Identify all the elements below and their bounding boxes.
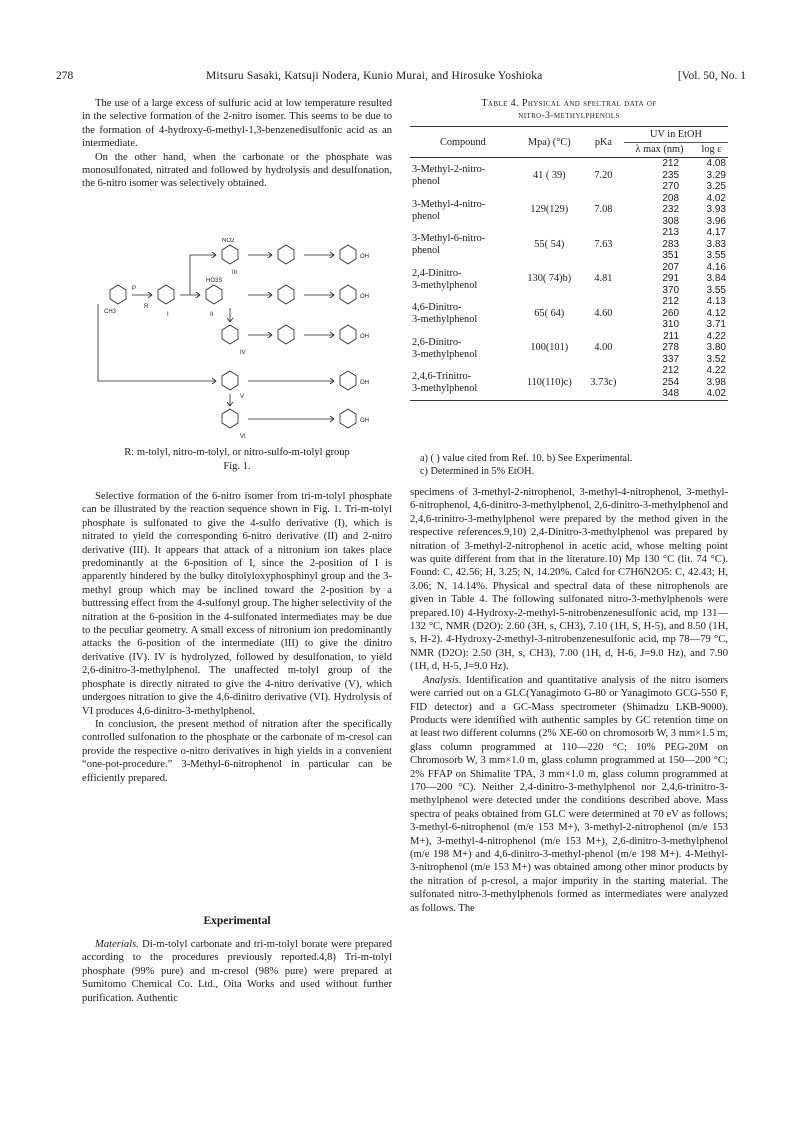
loge-value: 3.93 <box>706 204 726 215</box>
cell-lmax <box>624 158 695 193</box>
loge-value: 4.22 <box>706 330 726 342</box>
ring-top-3 <box>340 245 356 264</box>
col-header-pka: pKa <box>594 136 612 148</box>
table-footnotes <box>420 452 730 478</box>
ring-I <box>158 285 174 304</box>
ring-row5-2 <box>340 409 356 428</box>
lmax-value: 254 <box>662 376 680 388</box>
table-row <box>410 193 728 228</box>
loge-value: 4.17 <box>706 227 726 238</box>
loge-value: 4.13 <box>706 296 726 307</box>
loge-value: 3.29 <box>706 169 726 181</box>
cell-pka: 7.20 <box>594 169 613 181</box>
lmax-value: 348 <box>662 388 680 399</box>
ring-III <box>222 245 238 264</box>
table-row <box>410 227 728 262</box>
cell-compound <box>410 296 516 331</box>
cell-compound <box>410 193 516 228</box>
cell-pka: 3.73c) <box>590 376 617 388</box>
compound-name-line2: 3-methylphenol <box>412 314 478 326</box>
loge-value: 3.25 <box>706 181 726 192</box>
table-row <box>410 365 728 400</box>
running-header <box>56 70 746 86</box>
table-title-line2: nitro-3-methylphenols <box>518 111 620 121</box>
paragraph: The use of a large excess of sulfuric acid at low temperature resulted in the selective formation of the 2-nitro isomer. This seems to be due to the formation of 4-hydroxy-6-methyl-1,3-benzenedisulfonic acid as an intermediate. <box>82 98 392 150</box>
table-body <box>410 158 728 401</box>
ring-start <box>110 285 126 304</box>
lmax-value: 207 <box>662 261 680 273</box>
compound-name-line2: phenol <box>412 245 441 257</box>
loge-value: 3.98 <box>706 376 726 388</box>
compound-name-line1: 3-Methyl-2-nitro- <box>412 164 486 176</box>
col-header-lmax: λ max (nm) <box>635 144 684 156</box>
lmax-value: 283 <box>662 238 680 250</box>
ring-II <box>206 285 222 304</box>
lmax-value: 308 <box>662 215 680 227</box>
lmax-value: 212 <box>662 158 680 169</box>
col-header-mp: Mpa) (°C) <box>527 136 571 148</box>
loge-value: 3.55 <box>706 284 726 296</box>
compound-name-line1: 4,6-Dinitro- <box>412 302 462 314</box>
lmax-value: 212 <box>662 296 680 307</box>
label-oh: OH <box>360 334 369 340</box>
col-header-uv: UV in EtOH <box>624 127 728 143</box>
cell-pka: 4.81 <box>594 273 613 285</box>
cell-mp: 110(110)c) <box>526 376 572 388</box>
label-ch3: CH3 <box>104 309 117 315</box>
compound-name-line1: 2,6-Dinitro- <box>412 336 462 348</box>
lmax-value: 291 <box>662 273 680 284</box>
right-column-text <box>410 486 728 915</box>
loge-value: 3.71 <box>706 319 726 330</box>
label-oh: OH <box>360 254 369 260</box>
ring-mid-3 <box>340 285 356 304</box>
cell-loge <box>695 296 728 331</box>
cell-pka: 4.60 <box>594 307 613 319</box>
lmax-value: 370 <box>662 284 680 296</box>
ring-mid-2 <box>278 285 294 304</box>
header-authors: Mitsuru Sasaki, Katsuji Nodera, Kunio Murai, and Hirosuke Yoshioka <box>206 70 543 82</box>
paragraph: Selective formation of the 6-nitro isomer from tri-m-tolyl phosphate can be illustrated by the reaction sequence shown in Fig. 1. Tri-m-tolyl phosphate is sulfonated to give the 4-sulfo derivative (I), which is nitrated to yield the corresponding 6-nitro derivative (II) and 2-nitro derivative (III). It appears that attack of a nitronium ion takes place predominantly at the 6-position of I, since the 2-position of I is apparently hindered by the bulky ditolyloxyphosphinyl group and the 3-methyl group which may be inclined toward the 2-position by a buttressing effect from the 4-sulfonyl group. The higher selectivity of the nitration at the 6-position in the 4-sulfonated intermediates may be due to the peculiar geometry. A small excess of nitronium ion predominantly attacks the 6-position of the intermediate (III) to give the dinitro derivative (IV). IV is hydrolyzed, followed by desulfonation, to yield 2,6-dinitro-3-methylphenol. The unaffected m-tolyl group of the phosphate is directly nitrated to give the 4-nitro derivative (V), which undergoes nitration to give the 4,6-dinitro derivative (VI). Hydrolysis of VI produces 4,6-dinitro-3-methylphenol. <box>82 491 392 717</box>
loge-value: 3.80 <box>706 342 726 353</box>
table-footnote: a) ( ) value cited from Ref. 10. b) See Experimental. <box>420 453 633 464</box>
lmax-value: 270 <box>662 181 680 192</box>
loge-value: 4.08 <box>706 158 726 169</box>
cell-lmax <box>624 365 695 400</box>
cell-lmax <box>624 331 695 366</box>
cell-mp: 55( 54) <box>534 238 565 250</box>
col-header-loge: log ε <box>701 144 722 156</box>
ring-V <box>222 371 238 390</box>
cell-loge <box>695 365 728 400</box>
label-vi: VI <box>240 434 246 440</box>
header-volume: [Vol. 50, No. 1 <box>677 70 746 82</box>
lmax-value: 208 <box>662 192 680 204</box>
page-number: 278 <box>56 70 74 82</box>
cell-compound <box>410 158 516 193</box>
cell-mp: 130( 74)b) <box>527 273 572 285</box>
loge-value: 3.55 <box>706 250 726 261</box>
cell-lmax <box>624 262 695 297</box>
table-row <box>410 331 728 366</box>
lmax-value: 211 <box>663 330 680 342</box>
lmax-value: 310 <box>662 319 680 330</box>
table-row <box>410 262 728 297</box>
table-row <box>410 296 728 331</box>
label-oh: OH <box>360 418 369 424</box>
cell-mp: 41 ( 39) <box>532 169 566 181</box>
cell-compound <box>410 365 516 400</box>
loge-value: 3.83 <box>706 238 726 250</box>
cell-loge <box>695 262 728 297</box>
loge-value: 4.22 <box>706 365 726 376</box>
materials-label: Materials. <box>95 939 139 950</box>
lmax-value: 351 <box>662 250 680 261</box>
ring-top-2 <box>278 245 294 264</box>
cell-pka: 4.00 <box>594 342 613 354</box>
ring-row4-2 <box>340 371 356 390</box>
loge-value: 4.12 <box>706 307 726 319</box>
figure-caption <box>82 446 392 474</box>
reaction-scheme-figure <box>82 238 400 448</box>
cell-mp: 65( 64) <box>534 307 565 319</box>
compound-name-line1: 2,4-Dinitro- <box>412 267 462 279</box>
loge-value: 4.02 <box>706 192 726 204</box>
cell-loge <box>695 331 728 366</box>
cell-lmax <box>624 193 695 228</box>
reaction-scheme-svg <box>82 238 400 448</box>
cell-pka: 7.63 <box>594 238 613 250</box>
lmax-value: 260 <box>662 307 680 319</box>
label-ho3s: HO3S <box>206 278 223 284</box>
label-oh: OH <box>360 380 369 386</box>
analysis-text: Identification and quantitative analysis of the nitro isomers were carried out on a GLC(Yanagimoto G-80 or Yanagimoto GCG-550 F, FID detector) and a GC-Mass spectrometer (Shimadzu LKB-9000). Products were identified with authentic samples by GC retention time on at least two different columns (2% XE-60 on chromosorb W, 3 mm×1.5 m, glass column programmed at 110—220 °C; 10% PEG-20M on Chromosorb W, 3 mm×1.0 m, glass column programmed at 150—200 °C; 2% FFAP on Shimalite TPA, 3 mm×1.0 m, glass column programmed at 170—200 °C). Neither 2,4-dinitro-3-methylphenol nor 2,4,6-trinitro-3-methylphenol were detected under the conditions described above. Mass spectra of peaks obtained from GLC were determined at 70 eV as follows; 3-methyl-6-nitrophenol (m/e 153 M+), 3-methyl-2-nitrophenol (m/e 153 M+), 3-methyl-4-nitrophenol (m/e 153 M+), 2,6-dinitro-3-methylphenol (m/e 198 M+) and 4,6-dinitro-3-methyl-phenol (m/e 198 M+). 4-Methyl-3-nitrophenol (m/e 153 M+) was obtained among other minor products by the nitration of p-cresol, a major impurity in the starting material. The sulfonated nitro-3-methylphenols formed as intermediates were analyzed as follows. The <box>410 674 728 914</box>
label-iv: IV <box>240 350 246 356</box>
analysis-label: Analysis. <box>423 674 462 686</box>
ring-VI <box>222 409 238 428</box>
lmax-value: 232 <box>662 204 680 215</box>
label-ii: II <box>210 312 214 318</box>
label-r: R <box>144 304 149 310</box>
figure-label: Fig. 1. <box>223 461 251 472</box>
table-nitrophenols <box>410 126 728 401</box>
compound-name-line1: 3-Methyl-6-nitro- <box>412 233 486 245</box>
table-row <box>410 158 728 193</box>
cell-mp: 129(129) <box>530 204 569 216</box>
label-oh: OH <box>360 294 369 300</box>
left-discussion <box>82 490 392 785</box>
cell-loge <box>695 158 728 193</box>
compound-name-line2: 3-methylphenol <box>412 279 478 291</box>
compound-name-line2: phenol <box>412 176 441 188</box>
table-title-line1: Table 4. Physical and spectral data of <box>481 98 657 109</box>
materials-paragraph <box>82 938 392 1005</box>
left-intro-paragraphs <box>82 97 392 191</box>
loge-value: 3.96 <box>706 215 726 227</box>
compound-name-line1: 3-Methyl-4-nitro- <box>412 198 486 210</box>
ring-row3-2 <box>278 325 294 344</box>
loge-value: 4.16 <box>706 261 726 273</box>
paragraph: In conclusion, the present method of nitration after the specifically controlled sulfonation to the phosphate or the carbonate of m-cresol can provide the respective o-nitro derivatives in high yields in a convenient “one-pot-procedure.” 3-Methyl-6-nitrophenol in particular can be efficiently prepared. <box>82 718 392 784</box>
paragraph: On the other hand, when the carbonate or the phosphate was monosulfonated, nitrated and followed by hydrolysis and desulfonation, the 6-nitro isomer was selectively obtained. <box>82 151 392 190</box>
cell-mp: 100(101) <box>530 342 569 354</box>
lmax-value: 337 <box>662 353 680 365</box>
cell-loge <box>695 193 728 228</box>
loge-value: 4.02 <box>706 388 726 399</box>
label-v: V <box>240 394 245 400</box>
lmax-value: 213 <box>662 227 680 238</box>
lmax-value: 235 <box>662 169 680 181</box>
cell-compound <box>410 262 516 297</box>
compound-name-line2: 3-methylphenol <box>412 348 478 360</box>
cell-compound <box>410 227 516 262</box>
label-p: P <box>132 286 137 292</box>
table-title <box>410 97 728 123</box>
section-heading-experimental: Experimental <box>203 915 271 927</box>
cell-pka: 7.08 <box>594 204 613 216</box>
cell-lmax <box>624 296 695 331</box>
col-header-compound: Compound <box>439 136 486 148</box>
compound-name-line2: phenol <box>412 210 441 222</box>
ring-row3-3 <box>340 325 356 344</box>
loge-value: 3.52 <box>706 353 726 365</box>
compound-name-line2: 3-methylphenol <box>412 383 478 395</box>
cell-loge <box>695 227 728 262</box>
materials-text: Di-m-tolyl carbonate and tri-m-tolyl borate were prepared according to the procedures previously reported.4,8) Tri-m-tolyl phosphate (99% pure) and m-cresol (98% pure) were prepared at Sumitomo Chemical Co. Ltd., Oita Works and used without further purification. Authentic <box>82 939 392 1004</box>
label-i: I <box>167 312 169 318</box>
cell-lmax <box>624 227 695 262</box>
compound-name-line1: 2,4,6-Trinitro- <box>412 371 472 383</box>
lmax-value: 278 <box>662 342 680 353</box>
paragraph <box>82 938 392 1005</box>
label-iii: III <box>232 270 238 276</box>
lmax-value: 212 <box>662 365 680 376</box>
figure-caption-text: R: m-tolyl, nitro-m-tolyl, or nitro-sulfo-m-tolyl group <box>124 447 350 458</box>
ring-IV <box>222 325 238 344</box>
paragraph <box>410 674 728 915</box>
loge-value: 3.84 <box>706 273 726 284</box>
cell-compound <box>410 331 516 366</box>
table-footnote: c) Determined in 5% EtOH. <box>420 466 535 477</box>
paragraph: specimens of 3-methyl-2-nitrophenol, 3-methyl-4-nitrophenol, 3-methyl-6-nitrophenol, 4,6-dinitro-3-methylphenol, 2,6-dinitro-3-methylphenol and 2,4,6-trinitro-3-methylphenol were prepared by the method given in the respective references.9,10) 2,4-Dinitro-3-methylphenol was prepared by nitration of 3-methyl-2-nitrophenol in acetic acid, whose melting point was quite different from that in the literature.10) Mp 130 °C (lit. 74 °C). Found: C, 42.56; H, 3.25; N, 14.20%. Calcd for C7H6N2O5: C, 42.43; H, 3.06; N, 14.14%. Physical and spectral data of these nitrophenols are given in Table 4. The following sulfonated nitro-3-methylphenols were prepared.10) 4-Hydroxy-2-methyl-5-nitrobenzenesulfonic acid, mp 131—132 °C, NMR (D2O): 2.60 (3H, s, CH3), 7.10 (1H, S, H-5), and 8.50 (1H, s, H-2). 4-Hydroxy-2-methyl-3-nitrobenzenesulfonic acid, mp 78—79 °C, NMR (D2O): 2.50 (3H, s, CH3), 7.00 (1H, d, H-6, J=9.0 Hz), and 7.90 (1H, d, H-5, J=9.0 Hz). <box>410 487 728 673</box>
label-no2: NO2 <box>222 238 235 244</box>
